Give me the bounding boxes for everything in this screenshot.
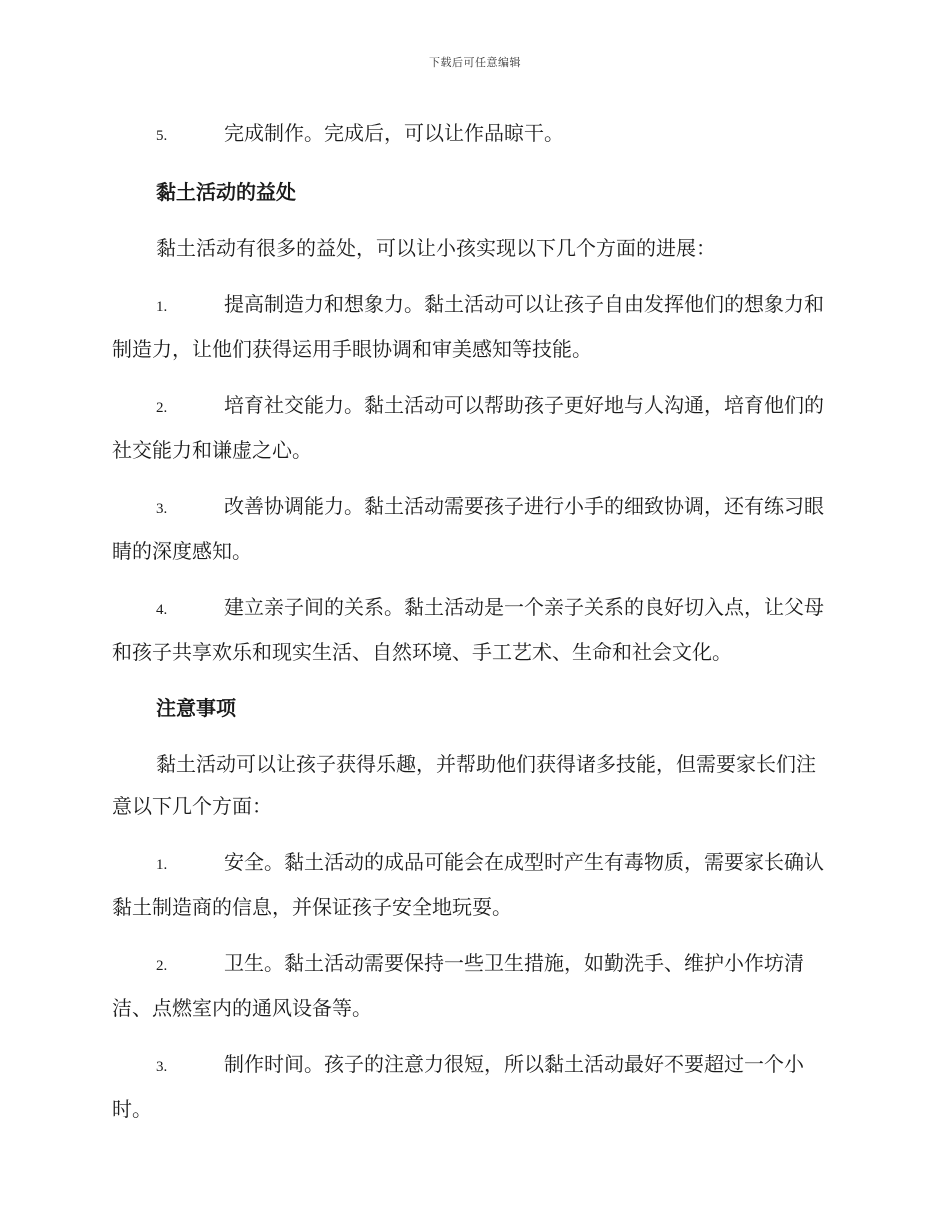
list-item-text: 建立亲子间的关系。黏土活动是一个亲子关系的良好切入点，让父母和孩子共享欢乐和现实生活、自然环境、手工艺术、生命和社会文化。 [112, 595, 824, 664]
list-item-number: 3. [156, 1059, 168, 1075]
section-intro-benefits: 黏土活动有很多的益处，可以让小孩实现以下几个方面的进展： [156, 236, 716, 260]
list-item [112, 485, 834, 572]
list-item [112, 384, 834, 471]
section-intro-notes: 黏土活动可以让孩子获得乐趣，并帮助他们获得诸多技能，但需要家长们注意以下几个方面： [112, 752, 816, 818]
list-item-text: 改善协调能力。黏土活动需要孩子进行小手的细致协调，还有练习眼睛的深度感知。 [112, 494, 824, 563]
list-item [112, 283, 834, 370]
list-item-text: 制作时间。孩子的注意力很短，所以黏土活动最好不要超过一个小时。 [112, 1052, 804, 1121]
list-item-number: 2. [156, 958, 168, 974]
list-item [112, 112, 834, 157]
list-item-number: 3. [156, 501, 168, 517]
page-header: 下载后可任意编辑 [429, 56, 521, 69]
list-item-text: 完成制作。完成后，可以让作品晾干。 [224, 121, 564, 145]
document-body [112, 112, 834, 1144]
section-heading-benefits: 黏土活动的益处 [156, 180, 296, 204]
list-item-text: 提高制造力和想象力。黏土活动可以让孩子自由发挥他们的想象力和制造力，让他们获得运用手眼协调和审美感知等技能。 [112, 292, 824, 361]
list-item [112, 586, 834, 673]
list-item [112, 1043, 834, 1130]
list-item-number: 4. [156, 602, 168, 618]
list-item-number: 1. [156, 857, 168, 873]
list-item-number: 2. [156, 400, 168, 416]
list-item-text: 安全。黏土活动的成品可能会在成型时产生有毒物质，需要家长确认黏土制造商的信息，并保证孩子安全地玩耍。 [112, 850, 824, 919]
section-heading-notes: 注意事项 [156, 696, 236, 720]
list-item-number: 1. [156, 299, 168, 315]
list-item-text: 卫生。黏土活动需要保持一些卫生措施，如勤洗手、维护小作坊清洁、点燃室内的通风设备等。 [112, 951, 804, 1020]
list-item [112, 841, 834, 928]
list-item-text: 培育社交能力。黏土活动可以帮助孩子更好地与人沟通，培育他们的社交能力和谦虚之心。 [112, 393, 824, 462]
list-item-number: 5. [156, 128, 168, 144]
list-item [112, 942, 834, 1029]
